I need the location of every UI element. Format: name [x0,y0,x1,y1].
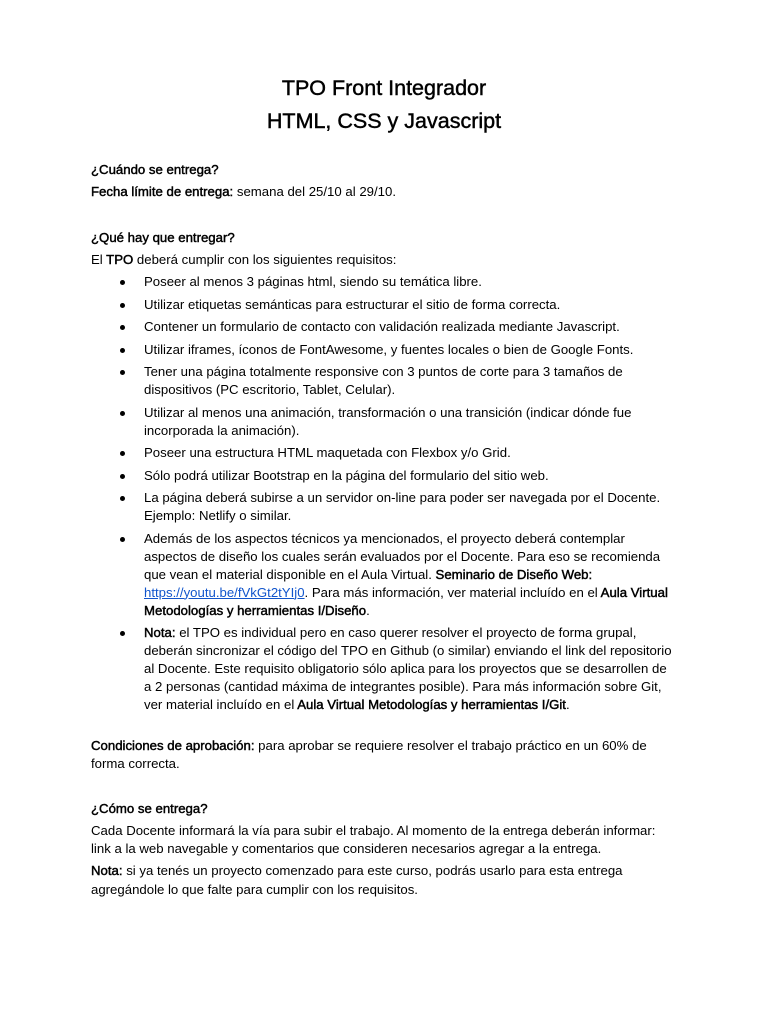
how-heading: ¿Cómo se entrega? [91,800,208,816]
note-aula-label: Aula Virtual Metodologías y herramientas I/Git [297,697,566,712]
list-item-text: Sólo podrá utilizar Bootstrap en la página del formulario del sitio web. [144,467,549,483]
note-label: Nota: [144,625,176,640]
intro-bold: TPO [106,251,134,267]
deadline-text: semana del 25/10 al 29/10. [233,184,396,199]
list-item-text: Utilizar al menos una animación, transformación o una transición (indicar dónde fue incorporada la animación). [144,404,632,438]
design-aula-label: Aula Virtual Metodologías y herramientas I/Diseño [144,584,668,618]
deadline-label: Fecha límite de entrega: [91,184,234,199]
list-item [91,404,677,440]
design-text-2: . Para más información, ver material incluído en el [304,584,601,600]
list-item [91,341,677,359]
bullet-icon [120,537,125,542]
document-title: TPO Front Integrador [281,76,487,100]
list-item [91,318,677,336]
design-seminar-label: Seminario de Diseño Web: [435,566,593,582]
list-item-text: Contener un formulario de contacto con validación realizada mediante Javascript. [144,319,620,334]
list-item [91,444,677,462]
bullet-icon [120,280,125,285]
list-item-text: Poseer al menos 3 páginas html, siendo su temática libre. [144,274,482,289]
approval-paragraph [91,737,677,774]
bullet-icon [120,474,125,479]
document-subtitle: HTML, CSS y Javascript [266,109,502,133]
document-page [91,72,677,899]
list-item-text: Utilizar etiquetas semánticas para estructurar el sitio de forma correcta. [144,296,561,312]
requirements-intro [91,251,677,270]
deadline-paragraph [91,183,677,202]
how-note-paragraph [91,862,677,899]
design-text-1: Además de los aspectos técnicos ya mencionados, el proyecto deberá contemplar aspectos de diseño los cuales serán evaluados por el Docente. Para eso se recomienda que vean el material disponible en el Aula Virtual. [144,530,661,582]
bullet-icon [120,496,125,501]
bullet-icon [120,451,125,456]
bullet-icon [120,631,125,636]
requirements-list [91,273,677,714]
when-heading: ¿Cuándo se entrega? [91,162,219,177]
list-item [91,296,677,314]
list-item [91,363,677,399]
intro-pre: El [91,251,107,267]
list-item-text: Utilizar iframes, íconos de FontAwesome, y fuentes locales o bien de Google Fonts. [144,341,634,357]
bullet-icon [120,303,125,308]
bullet-icon [120,348,125,353]
note-text-1: el TPO es individual pero en caso querer resolver el proyecto de forma grupal, deberán sincronizar el código del TPO en Github (o similar) enviando el link del repositorio al Docente. Este requisito obligatorio sólo aplica para los proyectos que se desarrollen de a 2 personas (cantidad máxima de integrantes posible). Para más información sobre Git, ver material incluído en el [144,625,672,712]
bullet-icon [120,411,125,416]
approval-label: Condiciones de aprobación: [91,737,255,753]
how-note-text: si ya tenés un proyecto comenzado para este curso, podrás usarlo para esta entrega agregándole lo que falte para cumplir con los requisitos. [91,863,623,897]
how-note-label: Nota: [91,863,123,878]
list-item-text: Tener una página totalmente responsive con 3 puntos de corte para 3 tamaños de dispositivos (PC escritorio, Tablet, Celular). [144,364,623,397]
how-paragraph: Cada Docente informará la vía para subir el trabajo. Al momento de la entrega deberán informar: link a la web navegable y comentarios que consideren necesarios agregar a la entrega. [91,822,656,856]
intro-post: deberá cumplir con los siguientes requisitos: [133,251,397,267]
list-item-text: La página deberá subirse a un servidor on-line para poder ser navegada por el Docente. Ejemplo: Netlify o similar. [144,490,661,523]
list-item-note [91,624,677,714]
list-item [91,489,677,525]
list-item-design [91,530,677,620]
what-heading: ¿Qué hay que entregar? [91,229,235,245]
list-item-text: Poseer una estructura HTML maquetada con Flexbox y/o Grid. [144,445,511,460]
bullet-icon [120,370,125,375]
design-text-3: . [366,602,370,618]
approval-text: para aprobar se requiere resolver el trabajo práctico en un 60% de forma correcta. [91,737,647,771]
list-item [91,467,677,485]
list-item [91,273,677,291]
bullet-icon [120,325,125,330]
note-text-2: . [565,697,570,712]
seminar-video-link[interactable]: https://youtu.be/fVkGt2tYIj0 [144,584,305,600]
